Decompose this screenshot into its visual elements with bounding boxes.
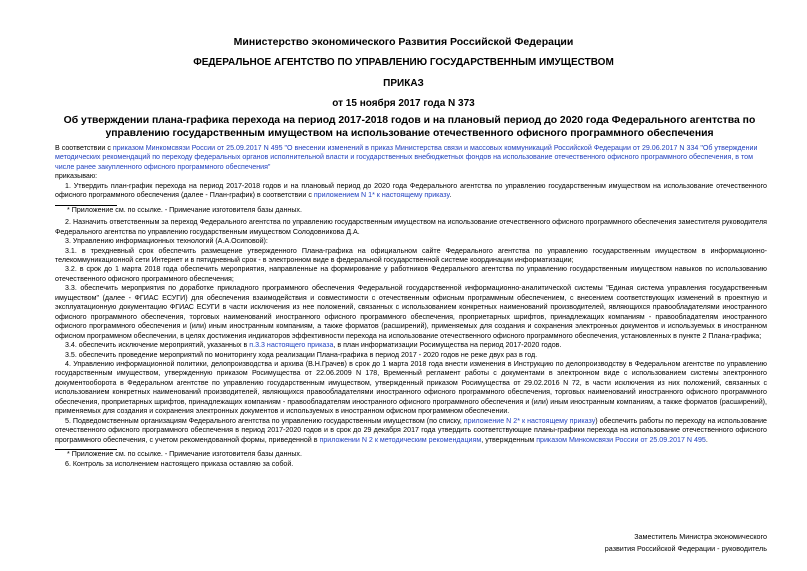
item-5-text-a: 5. Подведомственным организациям Федерального агентства по управлению государственным имуществом (по списку, (65, 416, 464, 425)
item-3-4 (55, 341, 767, 350)
signature-block (605, 531, 767, 555)
preamble-link[interactable]: приказом Минкомсвязи России от 25.09.2017 N 495 "О внесении изменений в приказ Министерства связи и массовых коммуникаций Российской Федерации от 29.06.2017 N 334 "Об утверждении методических рекомендаций по переходу федеральных органов исполнительной власти и государственных внебюджетных фондов на использование отечественного офисного программного обеспечения, в том числе ранее закупленного офисного программного обеспечения" (55, 144, 758, 171)
item-6: 6. Контроль за исполнением настоящего приказа оставляю за собой. (65, 459, 294, 468)
footnote-1: * Приложение см. по ссылке. - Примечание изготовителя базы данных. (67, 205, 302, 214)
ordering-word: приказываю: (55, 172, 98, 181)
agency-heading: ФЕДЕРАЛЬНОЕ АГЕНТСТВО ПО УПРАВЛЕНИЮ ГОСУДАРСТВЕННЫМ ИМУЩЕСТВОМ (193, 57, 614, 68)
item-1-end: . (449, 191, 452, 200)
footnote-2: * Приложение см. по ссылке. - Примечание изготовителя базы данных. (67, 450, 302, 459)
item-3: 3. Управлению информационных технологий (А.А.Осиповой): (65, 237, 268, 246)
document-title: Об утверждении плана-графика перехода на период 2017-2018 годов и на плановый период до 2020 года Федерального агентства по управлению государственным имуществом на использование отечественного офисного программного обеспечения (63, 115, 756, 139)
preamble (55, 144, 767, 172)
item-4: 4. Управлению информационной политики, делопроизводства и архива (В.Н.Грачев) в срок до 1 марта 2018 года внести изменения в Инструкцию по делопроизводству в Федеральном агентстве по управлению государственным имуществом, утвержденную приказом Росимущества от 22.06.2009 N 178, Временный регламент работы с документами в электронном виде с использованием системы электронного документооборота в Федеральном агентстве по управлению государственным имуществом, утвержденный приказом Росимущества от 29.02.2016 N 72, в части исключения из них положений, связанных с использованием конкретных наименований производителей, являющихся правообладателями иностранного офисного программного обеспечения, торговых наименований иностранного офисного программного обеспечения, проприетарных шрифтов, принадлежащих компаниям - правообладателям иностранного офисного программного обеспечения и (или) иным иностранным компаниям, а также форматов (расширений), применяемых для создания и сохранения электронных документов и используемых в иностранном офисном программном обеспечении. (55, 359, 767, 416)
item-5-end: . (705, 435, 708, 444)
appendix-1-link[interactable]: приложением N 1* к настоящему приказу (313, 191, 450, 200)
item-3-5: 3.5. обеспечить проведение мероприятий по мониторингу хода реализации Плана-графика в период 2017 - 2020 годов не реже двух раз в год. (65, 350, 538, 359)
item-1-text: 1. Утвердить план-график перехода на период 2017-2018 годов и на плановый период до 2020 года Федерального агентства по управлению государственным имуществом на использование отечественного офисного программного обеспечения (далее - План-график) в соответствии с (55, 181, 767, 200)
signature-line-2: развития Российской Федерации - руководитель (604, 544, 767, 553)
item-5 (55, 417, 767, 445)
document-body (55, 144, 767, 469)
clause-3-3-link[interactable]: п.3.3 настоящего приказа (249, 341, 334, 350)
appendix-2-link[interactable]: приложение N 2* к настоящему приказу (463, 416, 596, 425)
doc-type-heading: ПРИКАЗ (383, 78, 424, 89)
ministry-heading: Министерство экономического Развития Российской Федерации (233, 36, 574, 48)
preamble-text: В соответствии с (55, 144, 113, 152)
signature-line-1: Заместитель Министра экономического (634, 532, 767, 541)
order-495-link[interactable]: приказом Минкомсвязи России от 25.09.2017 N 495 (536, 435, 706, 444)
item-3-3: 3.3. обеспечить мероприятия по доработке прикладного программного обеспечения Федеральной государственной информационно-аналитической системы "Единая система управления государственным имуществом" (далее - ФГИАС ЕСУГИ) для обеспечения взаимодействия и совместимости с отечественным офисным программным обеспечением, с внесением соответствующих изменений в проектную и эксплуатационную документацию ФГИАС ЕСУГИ в части исключения из нее положений, связанных с использованием конкретных наименований производителей, являющихся правообладателями иностранного офисного программного обеспечения, торговых наименований иностранного офисного программного обеспечения, проприетарных шрифтов, принадлежащих компаниям - правообладателям иностранного офисного программного обеспечения и (или) иным иностранным компаниям, а также форматов (расширений), применяемых для создания и сохранения электронных документов и используемых в иностранном офисном программном обеспечении, в целях достижения индикаторов эффективности перехода на использование отечественного офисного программного обеспечения, установленных в пункте 2 Плана-графика; (55, 284, 767, 340)
item-3-1: 3.1. в трехдневный срок обеспечить размещение утвержденного Плана-графика на официальном сайте Федерального агентства по управлению государственным имуществом в информационно-телекоммуникационной сети Интернет и в пятидневный срок - в электронном виде в федеральной государственной системе координации информатизации; (55, 246, 767, 264)
item-1 (55, 182, 767, 201)
item-3-2: 3.2. в срок до 1 марта 2018 года обеспечить мероприятия, направленные на формирование у работников Федерального агентства по управлению государственным имуществом навыков по использованию отечественного офисного программного обеспечения; (55, 265, 767, 283)
item-2: 2. Назначить ответственным за переход Федерального агентства по управлению государственным имуществом на использование отечественного офисного программного обеспечения заместителя руководителя Федерального агентства по управлению государственным имуществом Солодовникова Д.А. (55, 218, 767, 236)
item-3-4-end: , в план информатизации Росимущества на период 2017-2020 годов. (333, 341, 562, 350)
recommendations-appendix-link[interactable]: приложении N 2 к методическим рекомендациям (319, 435, 482, 444)
date-number: от 15 ноября 2017 года N 373 (332, 98, 475, 109)
item-3-4-text: 3.4. обеспечить исключение мероприятий, указанных в (65, 341, 250, 350)
item-5-text-b: ) обеспечить работы по переходу на использование отечественного офисного программного обеспечения в период 2017-2020 годов и в срок до 29 декабря 2017 года утвердить соответствующие планы-графики перехода на использование отечественного офисного программного обеспечения, с учетом рекомендованной формы, приведенной в (55, 416, 767, 444)
item-5-text-c: , утвержденным (481, 435, 537, 444)
